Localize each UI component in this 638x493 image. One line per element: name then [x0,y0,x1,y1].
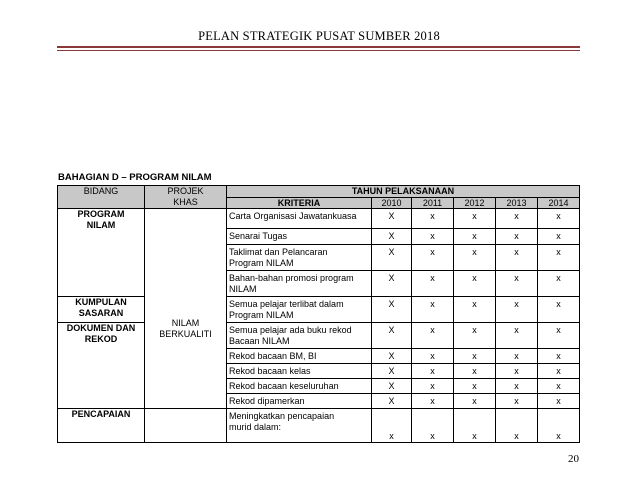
header-kriteria: KRITERIA [227,198,372,209]
year-mark-cell: x [412,379,454,394]
year-mark-cell: x [454,245,496,271]
kriteria-cell: Rekod dipamerkan [227,394,372,409]
year-mark-cell: x [496,364,538,379]
year-mark-cell: X [372,379,412,394]
year-mark-cell: x [454,379,496,394]
year-mark-cell: x [412,209,454,229]
year-mark-cell: x [538,209,580,229]
bidang-kumpulan-sasaran: KUMPULAN SASARAN [58,297,145,323]
year-mark-cell: x [454,297,496,323]
header-tahun-pelaksanaan: TAHUN PELAKSANAAN [227,186,580,198]
year-mark-cell: x [412,364,454,379]
header-year: 2014 [538,198,580,209]
bidang-dokumen-rekod: DOKUMEN DAN REKOD [58,323,145,409]
year-mark-cell: x [454,209,496,229]
year-mark-cell: x [496,394,538,409]
year-mark-cell: x [538,409,580,443]
projek-khas-empty [145,409,227,443]
kriteria-cell: Semua pelajar ada buku rekod Bacaan NILAM [227,323,372,349]
header-rule-thin [57,50,580,51]
year-mark-cell: x [496,271,538,297]
kriteria-cell: Rekod bacaan BM, BI [227,349,372,364]
year-mark-cell: x [412,297,454,323]
table-row [58,297,580,323]
bidang-program-nilam: PROGRAM NILAM [58,209,145,297]
year-mark-cell: x [496,323,538,349]
header-bidang: BIDANG [58,186,145,209]
kriteria-cell: Meningkatkan pencapaian murid dalam: [227,409,372,443]
year-mark-cell: x [412,323,454,349]
kriteria-cell: Taklimat dan Pelancaran Program NILAM [227,245,372,271]
projek-khas-nilam-berkualiti: NILAM BERKUALITI [145,209,227,409]
year-mark-cell: x [538,297,580,323]
year-mark-cell: X [372,245,412,271]
year-mark-cell: X [372,349,412,364]
year-mark-cell: x [454,394,496,409]
page-title: PELAN STRATEGIK PUSAT SUMBER 2018 [198,29,440,43]
program-nilam-table [57,185,580,443]
year-mark-cell: x [412,409,454,443]
year-mark-cell: x [496,349,538,364]
year-mark-cell: X [372,271,412,297]
header-year: 2010 [372,198,412,209]
year-mark-cell: x [372,409,412,443]
year-mark-cell: X [372,209,412,229]
year-mark-cell: x [496,409,538,443]
year-mark-cell: x [538,271,580,297]
year-mark-cell: x [538,364,580,379]
year-mark-cell: x [538,323,580,349]
year-mark-cell: x [412,245,454,271]
year-mark-cell: x [412,394,454,409]
year-mark-cell: x [538,245,580,271]
year-mark-cell: x [496,379,538,394]
kriteria-cell: Carta Organisasi Jawatankuasa [227,209,372,229]
year-mark-cell: X [372,229,412,245]
kriteria-cell: Rekod bacaan kelas [227,364,372,379]
year-mark-cell: x [496,229,538,245]
year-mark-cell: X [372,297,412,323]
year-mark-cell: x [538,349,580,364]
year-mark-cell: x [454,349,496,364]
year-mark-cell: x [454,409,496,443]
year-mark-cell: X [372,323,412,349]
header-year: 2013 [496,198,538,209]
year-mark-cell: x [454,271,496,297]
year-mark-cell: x [454,229,496,245]
kriteria-cell: Senarai Tugas [227,229,372,245]
section-title: BAHAGIAN D – PROGRAM NILAM [58,172,212,183]
table-row [58,209,580,229]
year-mark-cell: X [372,364,412,379]
bidang-pencapaian: PENCAPAIAN [58,409,145,443]
year-mark-cell: x [496,245,538,271]
header-projek-khas: PROJEK KHAS [145,186,227,209]
kriteria-cell: Rekod bacaan keseluruhan [227,379,372,394]
kriteria-cell: Semua pelajar terlibat dalam Program NILAM [227,297,372,323]
year-mark-cell: x [496,209,538,229]
year-mark-cell: x [454,364,496,379]
year-mark-cell: x [538,229,580,245]
year-mark-cell: x [454,323,496,349]
year-mark-cell: x [496,297,538,323]
kriteria-cell: Bahan-bahan promosi program NILAM [227,271,372,297]
year-mark-cell: x [412,229,454,245]
table-row [58,323,580,349]
year-mark-cell: x [538,394,580,409]
table-row [58,409,580,443]
header-year: 2011 [412,198,454,209]
year-mark-cell: x [412,271,454,297]
header-year: 2012 [454,198,496,209]
header-rule [57,46,580,48]
year-mark-cell: x [538,379,580,394]
year-mark-cell: x [412,349,454,364]
year-mark-cell: X [372,394,412,409]
page-number: 20 [568,453,579,465]
